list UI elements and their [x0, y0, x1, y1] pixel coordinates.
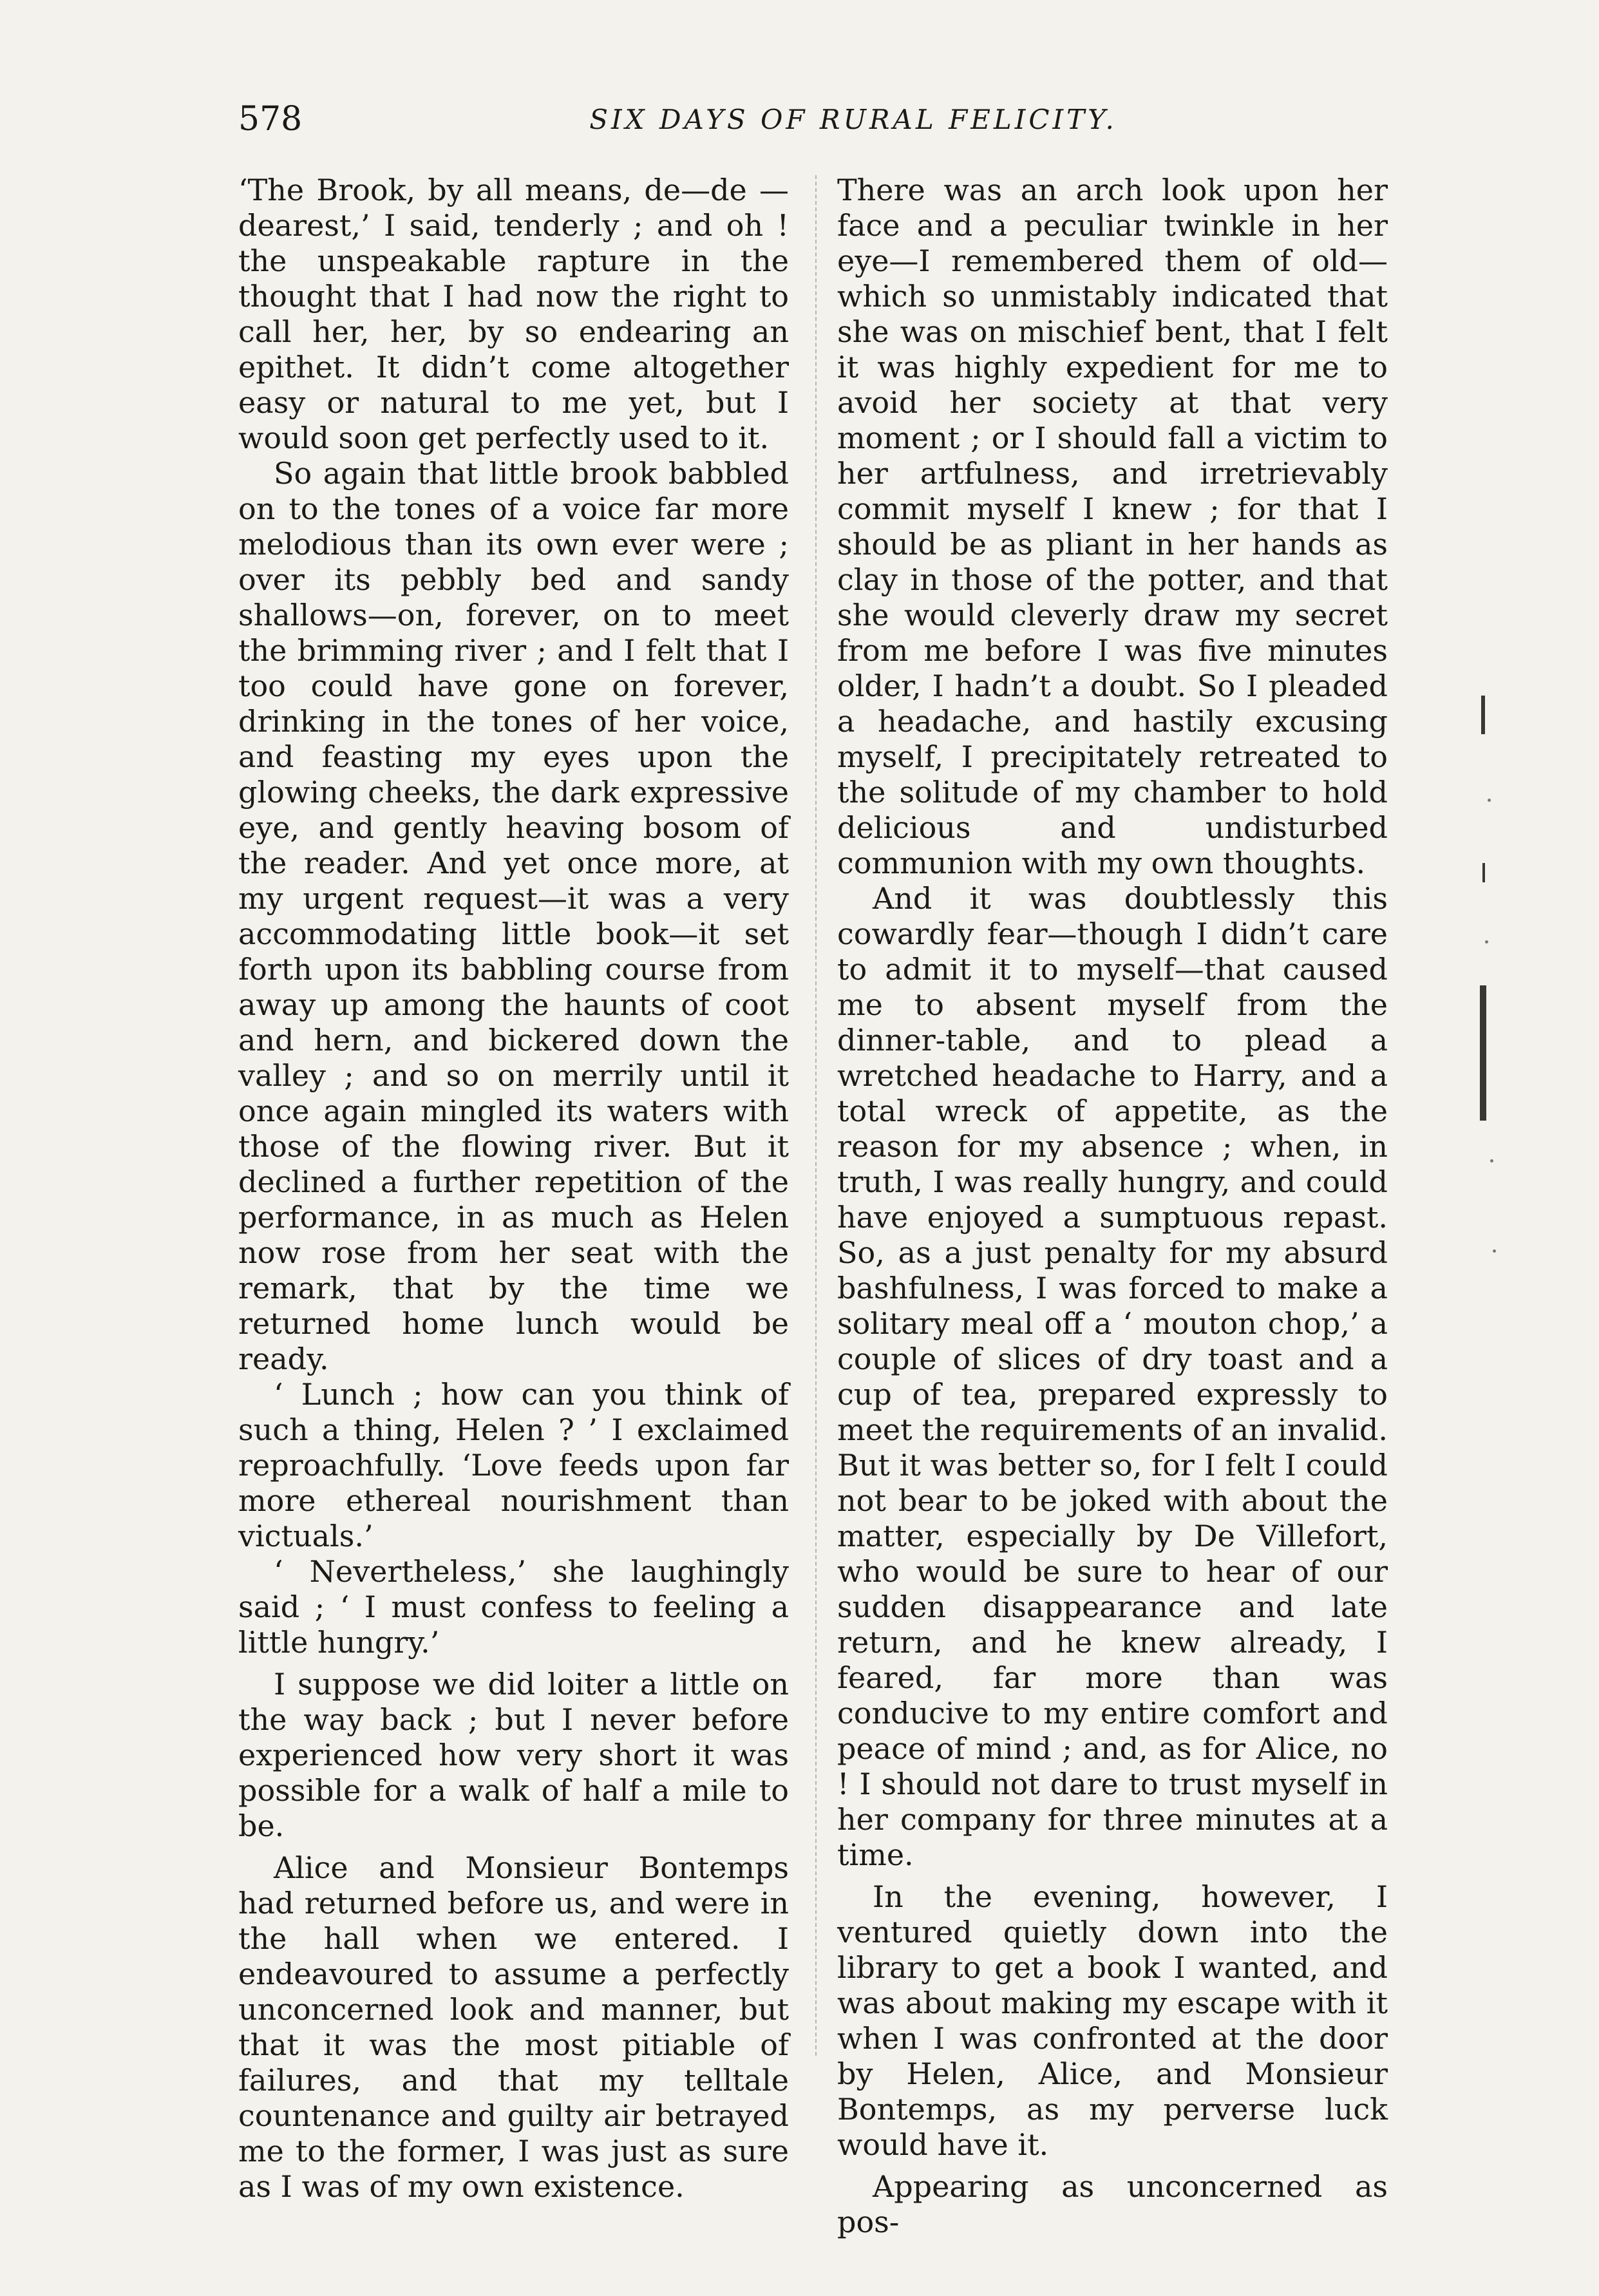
paragraph: ‘The Brook, by all means, de—de —dearest,’ I said, tenderly ; and oh ! the unspeakable rapture in the thought that I had now the right to call her, her, by so endearing an epithet. It didn’t come altogether easy or natural to me yet, but I would soon get perfectly used to it.	[238, 173, 789, 455]
paragraph: In the evening, however, I ventured quietly down into the library to get a book I wanted, and was about making my escape with it when I was confronted at the door by Helen, Alice, and Monsieur Bontemps, as my perverse luck would have it.	[837, 1879, 1388, 2162]
paragraph: Appearing as unconcerned as pos-	[837, 2169, 1388, 2239]
speck	[1488, 799, 1491, 802]
ink-mark	[1481, 696, 1485, 734]
page-header	[238, 100, 1391, 151]
paragraph: Alice and Monsieur Bontemps had returned before us, and were in the hall when we entered. I endeavoured to assume a perfectly unconcerned look and manner, but that it was the most pitiable of failures, and that my telltale countenance and guilty air betrayed me to the former, I was just as sure as I was of my own existence.	[238, 1850, 789, 2204]
speck	[1485, 940, 1488, 944]
left-column	[238, 173, 789, 2205]
margin-specks	[1468, 696, 1507, 1275]
paragraph: ‘ Nevertheless,’ she laughingly said ; ‘ I must confess to feeling a little hungry.’	[238, 1554, 789, 1660]
paragraph: I suppose we did loiter a little on the way back ; but I never before experienced how very short it was possible for a walk of half a mile to be.	[238, 1667, 789, 1843]
running-title: SIX DAYS OF RURAL FELICITY.	[589, 104, 1117, 135]
speck	[1490, 1159, 1493, 1162]
right-column	[837, 173, 1388, 2240]
column-divider	[815, 175, 817, 2056]
paragraph: So again that little brook babbled on to the tones of a voice far more melodious than its own ever were ; over its pebbly bed and sandy shallows—on, forever, on to meet the brimming river ; and I felt that I too could have gone on forever, drinking in the tones of her voice, and feasting my eyes upon the glowing cheeks, the dark expressive eye, and gently heaving bosom of the reader. And yet once more, at my urgent request—it was a very accommodating little book—it set forth upon its babbling course from away up among the haunts of coot and hern, and bickered down the valley ; and so on merrily until it once again mingled its waters with those of the flowing river. But it declined a further repetition of the performance, in as much as Helen now rose from her seat with the remark, that by the time we returned home lunch would be ready.	[238, 456, 789, 1376]
paragraph: And it was doubtlessly this cowardly fear—though I didn’t care to admit it to myself—that caused me to absent myself from the dinner-table, and to plead a wretched headache to Harry, and a total wreck of appetite, as the reason for my absence ; when, in truth, I was really hungry, and could have enjoyed a sumptuous repast. So, as a just penalty for my absurd bashfulness, I was forced to make a solitary meal off a ‘ mouton chop,’ a couple of slices of dry toast and a cup of tea, prepared expressly to meet the requirements of an invalid. But it was better so, for I felt I could not bear to be joked with about the matter, especially by De Villefort, who would be sure to hear of our sudden disappearance and late return, and he knew already, I feared, far more than was conducive to my entire comfort and peace of mind ; and, as for Alice, no ! I should not dare to trust myself in her company for three minutes at a time.	[837, 881, 1388, 1872]
page-number: 578	[238, 100, 303, 138]
speck	[1493, 1249, 1496, 1253]
paragraph: There was an arch look upon her face and a peculiar twinkle in her eye—I remembered them of old—which so unmistably indicated that she was on mischief bent, that I felt it was highly expedient for me to avoid her society at that very moment ; or I should fall a victim to her artfulness, and irretrievably commit myself I knew ; for that I should be as pliant in her hands as clay in those of the potter, and that she would cleverly draw my secret from me before I was five minutes older, I hadn’t a doubt. So I pleaded a headache, and hastily excusing myself, I precipitately retreated to the solitude of my chamber to hold delicious and undisturbed communion with my own thoughts.	[837, 173, 1388, 880]
paragraph: ‘ Lunch ; how can you think of such a thing, Helen ? ’ I exclaimed reproachfully. ‘Love feeds upon far more ethereal nourishment than victuals.’	[238, 1377, 789, 1553]
ink-mark	[1482, 863, 1485, 882]
ink-mark	[1480, 985, 1486, 1121]
